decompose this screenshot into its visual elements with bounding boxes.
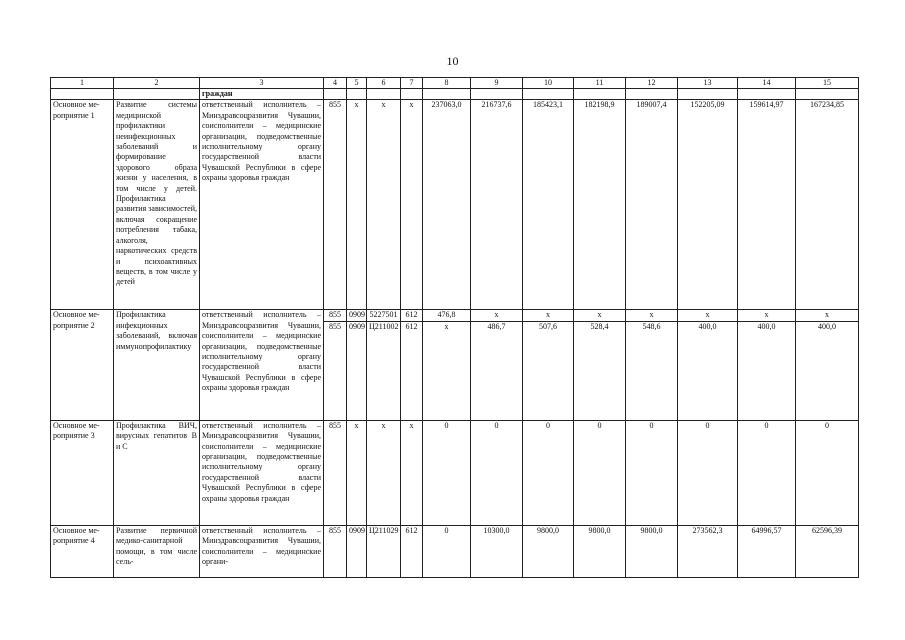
event-name: Основное ме- роприятие 4 xyxy=(51,525,114,577)
value-cell: 185423,1 xyxy=(523,100,574,310)
empty-cell xyxy=(574,89,626,100)
value-cell: x xyxy=(423,321,471,420)
value-cell: x xyxy=(678,310,738,321)
value-cell: 0909 xyxy=(347,321,367,420)
value-cell: x xyxy=(401,420,423,525)
column-number-cell: 13 xyxy=(678,78,738,89)
event-executor: ответственный исполнитель – Минздравсоцразвития Чувашии, соисполнители – медицинские организации, подведомственные исполнительному органу государственной власти Чувашской Республики в сфере охраны здоровья граждан xyxy=(200,310,324,420)
empty-cell xyxy=(626,89,678,100)
page-number: 10 xyxy=(446,54,459,68)
value-cell: 528,4 xyxy=(574,321,626,420)
value-cell: x xyxy=(574,310,626,321)
value-cell: 159614,97 xyxy=(738,100,796,310)
empty-cell xyxy=(114,89,200,100)
empty-cell xyxy=(401,89,423,100)
event-row xyxy=(51,100,859,310)
empty-cell xyxy=(51,89,114,100)
value-cell: 0909 xyxy=(347,310,367,321)
column-number-cell: 14 xyxy=(738,78,796,89)
value-cell: 152205,09 xyxy=(678,100,738,310)
event-executor: ответственный исполнитель – Минздравсоцразвития Чувашии, соисполнители – медицинские органи- xyxy=(200,525,324,577)
value-cell: Ц211002 xyxy=(367,321,401,420)
value-cell: 0 xyxy=(626,420,678,525)
column-number-cell: 2 xyxy=(114,78,200,89)
empty-cell xyxy=(523,89,574,100)
value-cell: 0 xyxy=(796,420,859,525)
value-cell: x xyxy=(626,310,678,321)
value-cell: 0909 xyxy=(347,525,367,577)
program-table xyxy=(50,77,859,578)
value-cell: x xyxy=(738,310,796,321)
value-cell: 612 xyxy=(401,525,423,577)
empty-cell xyxy=(367,89,401,100)
column-number-cell: 11 xyxy=(574,78,626,89)
empty-cell xyxy=(324,89,347,100)
event-row xyxy=(51,525,859,577)
value-cell: 612 xyxy=(401,321,423,420)
empty-cell xyxy=(471,89,523,100)
value-cell: 400,0 xyxy=(678,321,738,420)
event-description: Развитие системы медицинской профилактики неинфекционных заболеваний и формирование здорового образа жизни у населения, в том числе у детей. Профилактика развития зависимостей, включая сокращение потребления табака, алкоголя, наркотических средств и психоактивных веществ, в том числе у детей xyxy=(114,100,200,310)
column-number-cell: 3 xyxy=(200,78,324,89)
value-cell: 0 xyxy=(423,420,471,525)
event-description: Профилактика инфекционных заболеваний, включая иммунопрофилактику xyxy=(114,310,200,420)
column-number-row xyxy=(51,78,859,89)
empty-cell xyxy=(678,89,738,100)
continuation-text: граждан xyxy=(200,89,324,100)
empty-cell xyxy=(423,89,471,100)
value-cell: Ц211029 xyxy=(367,525,401,577)
value-cell: 548,6 xyxy=(626,321,678,420)
column-number-cell: 10 xyxy=(523,78,574,89)
value-cell: x xyxy=(523,310,574,321)
event-executor: ответственный исполнитель – Минздравсоцразвития Чувашии, соисполнители – медицинские организации, подведомственные исполнительному органу государственной власти Чувашской Республики в сфере охраны здоровья граждан xyxy=(200,100,324,310)
value-cell: 0 xyxy=(423,525,471,577)
column-number-cell: 8 xyxy=(423,78,471,89)
value-cell: 273562,3 xyxy=(678,525,738,577)
event-row xyxy=(51,310,859,321)
event-description: Развитие первичной медико-санитарной помощи, в том числе сель- xyxy=(114,525,200,577)
value-cell: 855 xyxy=(324,310,347,321)
empty-cell xyxy=(347,89,367,100)
event-executor: ответственный исполнитель – Минздравсоцразвития Чувашии, соисполнители – медицинские организации, подведомственные исполнительному органу государственной власти Чувашской Республики в сфере охраны здоровья граждан xyxy=(200,420,324,525)
value-cell: x xyxy=(347,420,367,525)
value-cell: 855 xyxy=(324,525,347,577)
value-cell: 216737,6 xyxy=(471,100,523,310)
value-cell: 507,6 xyxy=(523,321,574,420)
value-cell: x xyxy=(367,100,401,310)
value-cell: 855 xyxy=(324,420,347,525)
value-cell: x xyxy=(796,310,859,321)
column-number-cell: 7 xyxy=(401,78,423,89)
value-cell: 612 xyxy=(401,310,423,321)
value-cell: 0 xyxy=(523,420,574,525)
column-number-cell: 15 xyxy=(796,78,859,89)
value-cell: x xyxy=(471,310,523,321)
value-cell: 486,7 xyxy=(471,321,523,420)
value-cell: 62596,39 xyxy=(796,525,859,577)
value-cell: 182198,9 xyxy=(574,100,626,310)
value-cell: 0 xyxy=(574,420,626,525)
event-row xyxy=(51,420,859,525)
value-cell: 64996,57 xyxy=(738,525,796,577)
value-cell: 9800,0 xyxy=(626,525,678,577)
column-number-cell: 9 xyxy=(471,78,523,89)
continuation-row xyxy=(51,89,859,100)
value-cell: x xyxy=(401,100,423,310)
event-name: Основное ме- роприятие 2 xyxy=(51,310,114,420)
empty-cell xyxy=(738,89,796,100)
value-cell: 855 xyxy=(324,321,347,420)
value-cell: 237063,0 xyxy=(423,100,471,310)
value-cell: 0 xyxy=(738,420,796,525)
value-cell: 855 xyxy=(324,100,347,310)
value-cell: 189007,4 xyxy=(626,100,678,310)
value-cell: 476,8 xyxy=(423,310,471,321)
event-description: Профилактика ВИЧ, вирусных гепатитов В и С xyxy=(114,420,200,525)
value-cell: 400,0 xyxy=(796,321,859,420)
column-number-cell: 5 xyxy=(347,78,367,89)
value-cell: 9800,0 xyxy=(523,525,574,577)
value-cell: 0 xyxy=(678,420,738,525)
column-number-cell: 12 xyxy=(626,78,678,89)
value-cell: 167234,85 xyxy=(796,100,859,310)
value-cell: x xyxy=(347,100,367,310)
value-cell: 0 xyxy=(471,420,523,525)
column-number-cell: 6 xyxy=(367,78,401,89)
value-cell: 5227501 xyxy=(367,310,401,321)
value-cell: x xyxy=(367,420,401,525)
event-name: Основное ме- роприятие 3 xyxy=(51,420,114,525)
event-name: Основное ме- роприятие 1 xyxy=(51,100,114,310)
value-cell: 9800,0 xyxy=(574,525,626,577)
value-cell: 400,0 xyxy=(738,321,796,420)
value-cell: 10300,0 xyxy=(471,525,523,577)
column-number-cell: 1 xyxy=(51,78,114,89)
empty-cell xyxy=(796,89,859,100)
column-number-cell: 4 xyxy=(324,78,347,89)
